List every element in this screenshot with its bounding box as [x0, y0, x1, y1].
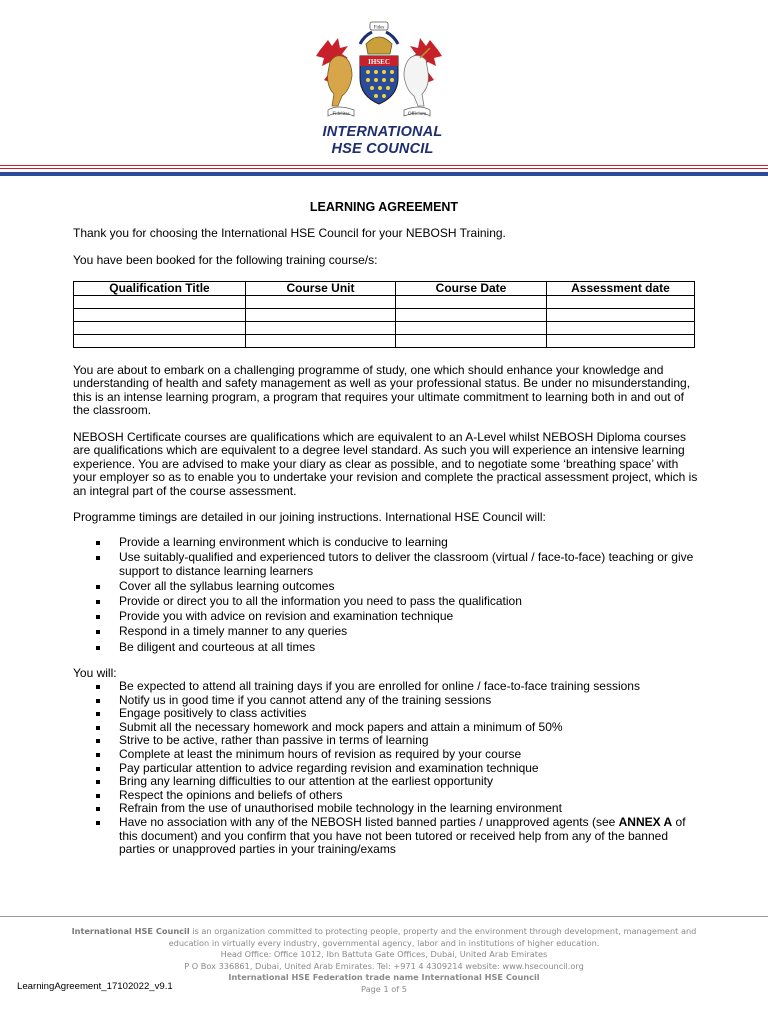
footer-office: Head Office: Office 1012, Ibn Battuta Gate Offices, Dubai, United Arab Emirates: [220, 949, 548, 960]
table-cell[interactable]: [547, 309, 695, 322]
list-item: Cover all the syllabus learning outcomes: [96, 580, 696, 593]
table-row: [74, 335, 695, 348]
table-row: [74, 322, 695, 335]
list-item: Provide or direct you to all the information you need to pass the qualification: [96, 595, 696, 608]
table-cell[interactable]: [74, 335, 246, 348]
paragraph-timings: Programme timings are detailed in our joining instructions. International HSE Council will:: [73, 510, 546, 524]
list-item: Bring any learning difficulties to our attention at the earliest opportunity: [96, 775, 696, 789]
crest-left-text: Fidelitas: [332, 112, 350, 117]
list-item: Be expected to attend all training days if you are enrolled for online / face-to-face training sessions: [96, 680, 696, 694]
table-cell[interactable]: [246, 322, 396, 335]
paragraph-nebosh: NEBOSH Certificate courses are qualifications which are equivalent to an A-Level whilst NEBOSH Diploma courses are qualifications which are equivalent to a degree level standard. As such you will experience an intensive learning experience. You are advised to make your diary as clear as possible, and to negotiate some ‘breathing space’ with your employer so as to enable you to undertake your revision and complete the practical assessment project, which is an integral part of the course assessment.: [73, 430, 698, 498]
footer-desc-text: is an organization committed to protecting people, property and the environment through development, management and education in virtually every industry, governmental agency, labor and in institutions of higher education.: [168, 926, 697, 948]
table-cell[interactable]: [246, 335, 396, 348]
list-item-annex: [96, 816, 696, 857]
table-cell[interactable]: [547, 296, 695, 309]
list-item: Pay particular attention to advice regarding revision and examination technique: [96, 762, 696, 776]
document-reference: LearningAgreement_17102022_v9.1: [17, 981, 173, 992]
annex-a-reference: ANNEX A: [618, 814, 673, 829]
list-item: Strive to be active, rather than passive in terms of learning: [96, 734, 696, 748]
list-item: Submit all the necessary homework and mock papers and attain a minimum of 50%: [96, 721, 696, 735]
crest-right-text: Officium: [407, 112, 427, 117]
council-will-list: [96, 536, 696, 656]
footer-org: International HSE Council: [71, 926, 190, 936]
header-rule-blue: [0, 172, 768, 176]
col-course-date: Course Date: [396, 282, 547, 296]
footer-divider: [0, 916, 768, 917]
table-cell[interactable]: [246, 309, 396, 322]
org-name: [300, 124, 465, 158]
list-item: Engage positively to class activities: [96, 707, 696, 721]
list-item: Provide you with advice on revision and examination technique: [96, 610, 696, 623]
table-row: [74, 296, 695, 309]
table-cell[interactable]: [396, 309, 547, 322]
org-name-line1: INTERNATIONAL: [322, 124, 443, 140]
col-qualification-title: Qualification Title: [74, 282, 246, 296]
table-cell[interactable]: [396, 335, 547, 348]
you-will-list: [96, 680, 696, 857]
course-table: [73, 281, 695, 348]
footer-contact: P O Box 336861, Dubai, United Arab Emirates. Tel: +971 4 4309214 website: www.hsecouncil.org: [184, 960, 584, 971]
table-cell[interactable]: [246, 296, 396, 309]
footer-trade-name: International HSE Federation trade name International HSE Council: [228, 972, 540, 983]
header-rule-red-1: [0, 165, 768, 166]
paragraph-commitment: You are about to embark on a challenging programme of study, one which should enhance your knowledge and understanding of health and safety management as well as your professional status. Be under no misunderstanding, this is an intense learning program, a program that requires your ultimate commitment to learning both in and out of the classroom.: [73, 363, 691, 418]
table-cell[interactable]: [74, 322, 246, 335]
list-item: Respond in a timely manner to any queries: [96, 625, 696, 638]
list-item: Use suitably-qualified and experienced tutors to deliver the classroom (virtual / face-to-face) teaching or give support to distance learning learners: [96, 551, 696, 578]
table-cell[interactable]: [74, 296, 246, 309]
document-title: LEARNING AGREEMENT: [309, 200, 459, 214]
annex-text-after: of this document) and you confirm that you have not been tutored or received help from any of the banned parties or unapproved parties in your training/exams: [119, 814, 686, 857]
footer-description: [60, 926, 708, 949]
table-cell[interactable]: [547, 322, 695, 335]
list-item: Respect the opinions and beliefs of others: [96, 789, 696, 803]
list-item: Refrain from the use of unauthorised mobile technology in the learning environment: [96, 802, 696, 816]
org-name-line2: HSE COUNCIL: [331, 141, 434, 157]
course-table-header: [74, 282, 695, 296]
list-item: Notify us in good time if you cannot attend any of the training sessions: [96, 694, 696, 708]
booked-text: You have been booked for the following training course/s:: [73, 253, 378, 267]
crest-shield-text: IHSEC: [368, 58, 390, 66]
crest-top-text: Fides: [373, 25, 385, 31]
table-cell[interactable]: [74, 309, 246, 322]
col-assessment-date: Assessment date: [547, 282, 695, 296]
table-cell[interactable]: [396, 322, 547, 335]
col-course-unit: Course Unit: [246, 282, 396, 296]
list-item: Be diligent and courteous at all times: [96, 641, 696, 654]
list-item: Provide a learning environment which is conducive to learning: [96, 536, 696, 549]
table-cell[interactable]: [396, 296, 547, 309]
list-item: Complete at least the minimum hours of revision as required by your course: [96, 748, 696, 762]
page-number: Page 1 of 5: [361, 983, 407, 994]
crest-emblem: [314, 20, 444, 122]
header-rule-red-2: [0, 168, 768, 169]
you-will-label: You will:: [73, 666, 117, 680]
table-cell[interactable]: [547, 335, 695, 348]
annex-text-before: Have no association with any of the NEBOSH listed banned parties / unapproved agents (see: [119, 814, 619, 829]
intro-text: Thank you for choosing the International HSE Council for your NEBOSH Training.: [73, 226, 506, 240]
table-row: [74, 309, 695, 322]
